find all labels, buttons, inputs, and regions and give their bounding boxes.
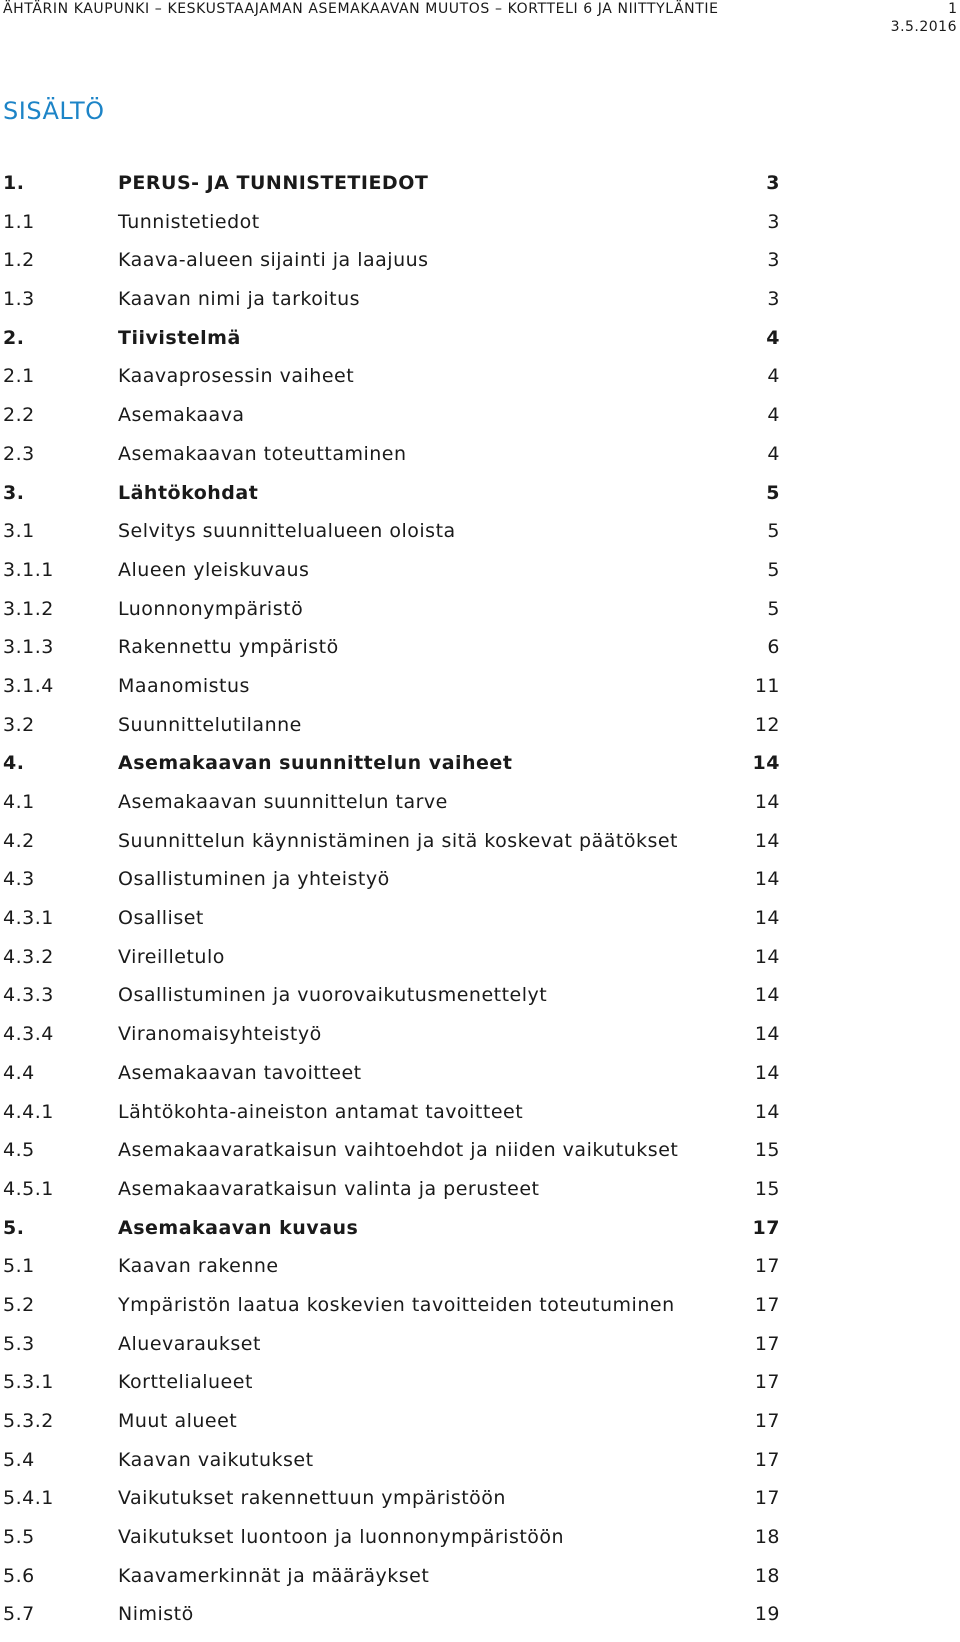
toc-entry-page: 4 (767, 442, 780, 465)
toc-entry[interactable] (3, 1603, 780, 1642)
toc-entry[interactable] (3, 365, 780, 404)
toc-entry-number: 3.1.3 (3, 636, 54, 659)
toc-entry-number: 4.1 (3, 791, 35, 813)
toc-entry-page: 18 (754, 1564, 780, 1587)
toc-entry-page: 14 (754, 984, 780, 1007)
toc-entry-number: 5.6 (3, 1564, 35, 1587)
toc-entry-title: Kaava-alueen sijainti ja laajuus (118, 249, 429, 272)
toc-entry-page: 5 (767, 520, 780, 543)
toc-entry-page: 3 (767, 288, 780, 311)
toc-entry-page: 5 (767, 597, 780, 620)
toc-entry-title: Lähtökohta-aineiston antamat tavoitteet (118, 1100, 524, 1123)
document-title: ÄHTÄRIN KAUPUNKI – KESKUSTAAJAMAN ASEMAKAAVAN MUUTOS – KORTTELI 6 JA NIITTYLÄNTIE (3, 1, 719, 17)
toc-entry-title: Asemakaavaratkaisun valinta ja perusteet (118, 1177, 540, 1200)
toc-entry[interactable] (3, 907, 780, 946)
toc-entry-title: Kaavaprosessin vaiheet (118, 365, 355, 388)
toc-entry-title: Osallistuminen ja yhteistyö (118, 868, 390, 891)
toc-entry-number: 5.5 (3, 1526, 35, 1549)
toc-entry[interactable] (3, 675, 780, 714)
toc-entry[interactable] (3, 327, 780, 366)
toc-entry[interactable] (3, 1333, 780, 1372)
toc-entry-page: 5 (767, 558, 780, 581)
toc-entry-title: Asemakaavan tavoitteet (118, 1061, 362, 1084)
toc-entry[interactable] (3, 1371, 780, 1410)
toc-entry-number: 5.4 (3, 1448, 35, 1471)
toc-entry-page: 15 (754, 1177, 780, 1200)
toc-entry[interactable] (3, 1023, 780, 1062)
toc-entry-page: 3 (767, 249, 780, 272)
toc-entry-title: Kaavamerkinnät ja määräykset (118, 1564, 430, 1587)
toc-heading: SISÄLTÖ (3, 97, 105, 125)
toc-entry-number: 4. (3, 752, 25, 775)
page-header (0, 0, 960, 44)
toc-entry[interactable] (3, 984, 780, 1023)
toc-entry-number: 4.4.1 (3, 1100, 54, 1123)
toc-entry[interactable] (3, 443, 780, 482)
document-date: 3.5.2016 (890, 19, 957, 35)
toc-entry-page: 3 (767, 210, 780, 233)
toc-entry-page: 17 (754, 1332, 780, 1355)
toc-entry-page: 11 (754, 674, 780, 697)
toc-entry[interactable] (3, 404, 780, 443)
toc-entry-number: 5.7 (3, 1603, 35, 1626)
toc-entry-page: 17 (754, 1448, 780, 1471)
toc-entry[interactable] (3, 946, 780, 985)
page-number: 1 (948, 1, 957, 17)
toc-entry-title: Viranomaisyhteistyö (118, 1023, 322, 1046)
toc-entry-number: 3.2 (3, 713, 35, 736)
toc-entry-title: Kaavan nimi ja tarkoitus (118, 288, 361, 311)
toc-entry[interactable] (3, 520, 780, 559)
toc-entry[interactable] (3, 1101, 780, 1140)
toc-entry-page: 4 (767, 365, 780, 388)
toc-entry-page: 14 (754, 868, 780, 891)
toc-entry-title: Tunnistetiedot (118, 210, 260, 233)
toc-entry-page: 17 (754, 1410, 780, 1432)
toc-entry-page: 14 (754, 1023, 780, 1046)
toc-entry-title: Korttelialueet (118, 1371, 253, 1394)
toc-entry[interactable] (3, 1294, 780, 1333)
toc-entry-number: 3.1.4 (3, 674, 54, 697)
toc-entry-number: 3. (3, 481, 25, 504)
toc-entry-number: 1.2 (3, 249, 35, 272)
toc-entry-number: 2. (3, 326, 25, 349)
toc-entry-title: PERUS- JA TUNNISTETIEDOT (118, 172, 429, 194)
toc-entry-page: 18 (754, 1526, 780, 1549)
toc-entry-number: 4.2 (3, 829, 35, 852)
toc-entry-number: 3.1.2 (3, 597, 54, 620)
toc-entry-number: 5.2 (3, 1293, 35, 1316)
toc-entry-title: Vireilletulo (118, 945, 225, 968)
toc-entry-page: 15 (754, 1139, 780, 1162)
toc-entry[interactable] (3, 752, 780, 791)
toc-entry[interactable] (3, 1255, 780, 1294)
toc-entry-page: 4 (766, 326, 780, 349)
toc-entry-number: 5.3.1 (3, 1371, 54, 1394)
toc-entry-title: Vaikutukset rakennettuun ympäristöön (118, 1487, 506, 1510)
toc-entry-title: Asemakaavan suunnittelun vaiheet (118, 752, 513, 775)
toc-entry-title: Ympäristön laatua koskevien tavoitteiden toteutuminen (118, 1293, 675, 1316)
toc-entry-page: 14 (754, 791, 780, 813)
toc-entry-title: Asemakaavan toteuttaminen (118, 442, 407, 465)
toc-entry-page: 12 (754, 713, 780, 736)
toc-entry-page: 5 (766, 481, 780, 504)
toc-entry[interactable] (3, 1410, 780, 1449)
toc-entry[interactable] (3, 559, 780, 598)
toc-entry[interactable] (3, 598, 780, 637)
toc-entry-number: 5. (3, 1216, 25, 1239)
toc-entry[interactable] (3, 1565, 780, 1604)
toc-entry-page: 19 (754, 1603, 780, 1626)
toc-entry-title: Rakennettu ympäristö (118, 636, 339, 659)
toc-entry-title: Asemakaavaratkaisun vaihtoehdot ja niiden vaikutukset (118, 1139, 679, 1162)
toc-entry-title: Tiivistelmä (118, 326, 241, 349)
toc-entry-page: 14 (752, 752, 780, 775)
toc-entry-title: Asemakaavan kuvaus (118, 1216, 359, 1239)
toc-entry-number: 2.3 (3, 442, 35, 465)
toc-entry-page: 14 (754, 1100, 780, 1123)
toc-entry[interactable] (3, 830, 780, 869)
toc-entry-page: 17 (754, 1371, 780, 1394)
toc-entry[interactable] (3, 1217, 780, 1256)
toc-entry-title: Nimistö (118, 1603, 194, 1626)
toc-entry[interactable] (3, 288, 780, 327)
toc-entry-title: Osallistuminen ja vuorovaikutusmenettelyt (118, 984, 548, 1007)
toc-entry-page: 4 (767, 404, 780, 427)
toc-entry[interactable] (3, 868, 780, 907)
toc-entry-title: Suunnittelun käynnistäminen ja sitä koskevat päätökset (118, 829, 678, 852)
toc-entry-title: Muut alueet (118, 1410, 238, 1432)
toc-entry[interactable] (3, 791, 780, 830)
toc-entry-number: 4.3.1 (3, 907, 54, 930)
toc-entry[interactable] (3, 1062, 780, 1101)
toc-entry-page: 14 (754, 1061, 780, 1084)
toc-entry-title: Suunnittelutilanne (118, 713, 302, 736)
toc-entry-number: 4.4 (3, 1061, 35, 1084)
toc-entry[interactable] (3, 1487, 780, 1526)
toc-entry-number: 5.3 (3, 1332, 35, 1355)
toc-entry[interactable] (3, 482, 780, 521)
toc-entry-title: Asemakaavan suunnittelun tarve (118, 791, 448, 813)
toc-entry-page: 17 (754, 1293, 780, 1316)
toc-entry-number: 4.3.3 (3, 984, 54, 1007)
toc-entry[interactable] (3, 714, 780, 753)
toc-entry-number: 3.1.1 (3, 558, 54, 581)
toc-entry-number: 4.5 (3, 1139, 35, 1162)
toc-entry-title: Luonnonympäristö (118, 597, 304, 620)
toc-entry-number: 4.5.1 (3, 1177, 54, 1200)
toc-entry-title: Maanomistus (118, 674, 250, 697)
toc-entry-number: 4.3 (3, 868, 35, 891)
toc-entry[interactable] (3, 249, 780, 288)
toc-entry[interactable] (3, 1178, 780, 1217)
toc-entry-title: Lähtökohdat (118, 481, 259, 504)
toc-entry-number: 5.1 (3, 1255, 35, 1278)
toc-entry-title: Asemakaava (118, 404, 245, 427)
toc-entry-number: 1.1 (3, 210, 35, 233)
toc-entry-number: 3.1 (3, 520, 35, 543)
toc-entry[interactable] (3, 172, 780, 211)
toc-entry-page: 17 (754, 1487, 780, 1510)
toc-entry[interactable] (3, 211, 780, 250)
toc-entry-title: Selvitys suunnittelualueen oloista (118, 520, 456, 543)
toc-entry-number: 1.3 (3, 288, 35, 311)
toc-entry[interactable] (3, 1449, 780, 1488)
toc-entry-title: Kaavan vaikutukset (118, 1448, 314, 1471)
toc-entry-page: 14 (754, 829, 780, 852)
toc-entry-number: 4.3.4 (3, 1023, 54, 1046)
toc-entry-page: 17 (754, 1255, 780, 1278)
toc-entry-number: 5.4.1 (3, 1487, 54, 1510)
toc-entry[interactable] (3, 1526, 780, 1565)
toc-entry-title: Aluevaraukset (118, 1332, 261, 1355)
toc-entry-page: 14 (754, 945, 780, 968)
toc-entry[interactable] (3, 1139, 780, 1178)
toc-entry-number: 5.3.2 (3, 1410, 54, 1432)
toc-entry-page: 17 (752, 1216, 780, 1239)
toc-entry-page: 14 (754, 907, 780, 930)
toc-entry-page: 3 (766, 172, 780, 194)
toc-entry-number: 1. (3, 172, 25, 194)
toc-entry-number: 4.3.2 (3, 945, 54, 968)
toc-entry-number: 2.1 (3, 365, 35, 388)
toc-entry-title: Vaikutukset luontoon ja luonnonympäristöön (118, 1526, 565, 1549)
toc-entry-page: 6 (767, 636, 780, 659)
toc-entry-title: Alueen yleiskuvaus (118, 558, 310, 581)
toc-entry-title: Kaavan rakenne (118, 1255, 279, 1278)
table-of-contents (3, 172, 780, 1642)
toc-entry[interactable] (3, 636, 780, 675)
toc-entry-number: 2.2 (3, 404, 35, 427)
toc-entry-title: Osalliset (118, 907, 204, 930)
